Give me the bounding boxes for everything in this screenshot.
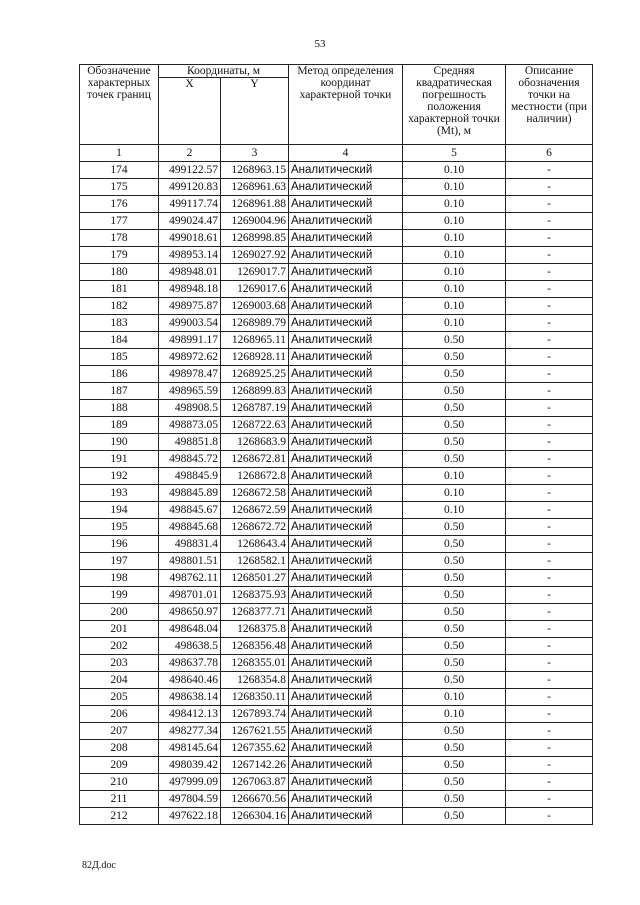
- point-number: 179: [80, 247, 159, 264]
- table-row: [80, 179, 593, 196]
- description-cell: -: [506, 689, 593, 706]
- point-number: 199: [80, 587, 159, 604]
- coordinate-x: 498975.87: [159, 298, 221, 315]
- error-cell: 0.50: [403, 587, 506, 604]
- table-row: [80, 451, 593, 468]
- coordinate-x: 497804.59: [159, 791, 221, 808]
- coordinate-y: 1268925.25: [221, 366, 289, 383]
- method-cell: Аналитический: [289, 519, 403, 536]
- method-cell: Аналитический: [289, 383, 403, 400]
- coordinate-x: 498948.01: [159, 264, 221, 281]
- method-cell: Аналитический: [289, 706, 403, 723]
- description-cell: -: [506, 740, 593, 757]
- point-number: 191: [80, 451, 159, 468]
- method-cell: Аналитический: [289, 179, 403, 196]
- error-cell: 0.50: [403, 774, 506, 791]
- table-row: [80, 553, 593, 570]
- description-cell: -: [506, 774, 593, 791]
- description-cell: -: [506, 502, 593, 519]
- error-cell: 0.10: [403, 468, 506, 485]
- coordinate-y: 1268672.58: [221, 485, 289, 502]
- method-cell: Аналитический: [289, 808, 403, 825]
- description-cell: -: [506, 587, 593, 604]
- coordinate-y: 1268722.63: [221, 417, 289, 434]
- error-cell: 0.10: [403, 213, 506, 230]
- table-row: [80, 706, 593, 723]
- point-number: 209: [80, 757, 159, 774]
- coordinate-y: 1266304.16: [221, 808, 289, 825]
- coordinate-y: 1268928.11: [221, 349, 289, 366]
- error-cell: 0.50: [403, 553, 506, 570]
- point-number: 211: [80, 791, 159, 808]
- error-cell: 0.10: [403, 502, 506, 519]
- table-row: [80, 791, 593, 808]
- method-cell: Аналитический: [289, 655, 403, 672]
- point-number: 198: [80, 570, 159, 587]
- method-cell: Аналитический: [289, 230, 403, 247]
- table-row: [80, 247, 593, 264]
- point-number: 204: [80, 672, 159, 689]
- method-cell: Аналитический: [289, 791, 403, 808]
- coordinate-x: 498831.4: [159, 536, 221, 553]
- coordinate-y: 1267355.62: [221, 740, 289, 757]
- point-number: 180: [80, 264, 159, 281]
- coordinate-x: 498873.05: [159, 417, 221, 434]
- table-row: [80, 468, 593, 485]
- error-cell: 0.50: [403, 451, 506, 468]
- table-row: [80, 434, 593, 451]
- description-cell: -: [506, 196, 593, 213]
- page-number: 53: [314, 38, 326, 50]
- header-designation: Обозначение характерных точек границ: [80, 65, 159, 145]
- coordinate-y: 1266670.56: [221, 791, 289, 808]
- coordinate-x: 498845.9: [159, 468, 221, 485]
- method-cell: Аналитический: [289, 587, 403, 604]
- method-cell: Аналитический: [289, 298, 403, 315]
- point-number: 186: [80, 366, 159, 383]
- coordinate-x: 498640.46: [159, 672, 221, 689]
- point-number: 203: [80, 655, 159, 672]
- error-cell: 0.50: [403, 434, 506, 451]
- coordinate-y: 1268672.8: [221, 468, 289, 485]
- point-number: 193: [80, 485, 159, 502]
- description-cell: -: [506, 230, 593, 247]
- coordinate-y: 1268672.59: [221, 502, 289, 519]
- point-number: 188: [80, 400, 159, 417]
- table-row: [80, 196, 593, 213]
- table-row: [80, 315, 593, 332]
- coordinate-y: 1268350.11: [221, 689, 289, 706]
- column-number: 2: [159, 145, 221, 162]
- header-x: X: [159, 78, 221, 145]
- error-cell: 0.50: [403, 638, 506, 655]
- table-row: [80, 230, 593, 247]
- table-row: [80, 808, 593, 825]
- coordinate-x: 498978.47: [159, 366, 221, 383]
- point-number: 207: [80, 723, 159, 740]
- method-cell: Аналитический: [289, 485, 403, 502]
- error-cell: 0.10: [403, 247, 506, 264]
- description-cell: -: [506, 553, 593, 570]
- error-cell: 0.50: [403, 570, 506, 587]
- table-row: [80, 774, 593, 791]
- coordinate-y: 1268582.1: [221, 553, 289, 570]
- method-cell: Аналитический: [289, 213, 403, 230]
- column-number: 5: [403, 145, 506, 162]
- point-number: 208: [80, 740, 159, 757]
- coordinate-x: 498845.72: [159, 451, 221, 468]
- description-cell: -: [506, 621, 593, 638]
- description-cell: -: [506, 349, 593, 366]
- table-row: [80, 281, 593, 298]
- table-row: [80, 757, 593, 774]
- description-cell: -: [506, 434, 593, 451]
- header-y: Y: [221, 78, 289, 145]
- method-cell: Аналитический: [289, 774, 403, 791]
- table-row: [80, 570, 593, 587]
- header-error: Средняя квадратическая погрешность положения характерной точки (Mt), м: [403, 65, 506, 145]
- error-cell: 0.50: [403, 655, 506, 672]
- coordinate-y: 1268899.83: [221, 383, 289, 400]
- coordinate-x: 498039.42: [159, 757, 221, 774]
- description-cell: -: [506, 468, 593, 485]
- coordinate-x: 499003.54: [159, 315, 221, 332]
- coordinate-x: 499024.47: [159, 213, 221, 230]
- error-cell: 0.50: [403, 723, 506, 740]
- error-cell: 0.50: [403, 417, 506, 434]
- point-number: 210: [80, 774, 159, 791]
- column-number-row: [80, 145, 593, 162]
- error-cell: 0.50: [403, 332, 506, 349]
- point-number: 197: [80, 553, 159, 570]
- method-cell: Аналитический: [289, 247, 403, 264]
- description-cell: -: [506, 417, 593, 434]
- description-cell: -: [506, 638, 593, 655]
- method-cell: Аналитический: [289, 434, 403, 451]
- method-cell: Аналитический: [289, 315, 403, 332]
- method-cell: Аналитический: [289, 162, 403, 179]
- error-cell: 0.50: [403, 757, 506, 774]
- method-cell: Аналитический: [289, 757, 403, 774]
- description-cell: -: [506, 179, 593, 196]
- description-cell: -: [506, 383, 593, 400]
- error-cell: 0.10: [403, 485, 506, 502]
- error-cell: 0.50: [403, 536, 506, 553]
- error-cell: 0.50: [403, 383, 506, 400]
- table-row: [80, 400, 593, 417]
- table-row: [80, 536, 593, 553]
- point-number: 190: [80, 434, 159, 451]
- coordinate-x: 498145.64: [159, 740, 221, 757]
- method-cell: Аналитический: [289, 468, 403, 485]
- coordinate-y: 1268377.71: [221, 604, 289, 621]
- table-row: [80, 298, 593, 315]
- coordinate-y: 1267063.87: [221, 774, 289, 791]
- point-number: 201: [80, 621, 159, 638]
- point-number: 206: [80, 706, 159, 723]
- description-cell: -: [506, 400, 593, 417]
- description-cell: -: [506, 332, 593, 349]
- method-cell: Аналитический: [289, 553, 403, 570]
- point-number: 176: [80, 196, 159, 213]
- point-number: 205: [80, 689, 159, 706]
- table-row: [80, 689, 593, 706]
- description-cell: -: [506, 366, 593, 383]
- error-cell: 0.50: [403, 400, 506, 417]
- coordinate-x: 499018.61: [159, 230, 221, 247]
- coordinate-x: 498277.34: [159, 723, 221, 740]
- coordinate-y: 1268672.81: [221, 451, 289, 468]
- error-cell: 0.50: [403, 366, 506, 383]
- coordinate-y: 1267621.55: [221, 723, 289, 740]
- error-cell: 0.50: [403, 349, 506, 366]
- error-cell: 0.10: [403, 162, 506, 179]
- coordinate-x: 498638.5: [159, 638, 221, 655]
- coordinate-y: 1268375.8: [221, 621, 289, 638]
- method-cell: Аналитический: [289, 672, 403, 689]
- coordinate-y: 1268354.8: [221, 672, 289, 689]
- description-cell: -: [506, 655, 593, 672]
- coordinate-x: 498845.89: [159, 485, 221, 502]
- coordinate-y: 1268965.11: [221, 332, 289, 349]
- header-coordinates: Координаты, м: [159, 65, 289, 78]
- table-row: [80, 672, 593, 689]
- column-number: 6: [506, 145, 593, 162]
- coordinate-y: 1268355.01: [221, 655, 289, 672]
- error-cell: 0.50: [403, 604, 506, 621]
- description-cell: -: [506, 315, 593, 332]
- table-row: [80, 723, 593, 740]
- point-number: 196: [80, 536, 159, 553]
- description-cell: -: [506, 485, 593, 502]
- method-cell: Аналитический: [289, 604, 403, 621]
- table-row: [80, 638, 593, 655]
- point-number: 183: [80, 315, 159, 332]
- coordinate-y: 1268683.9: [221, 434, 289, 451]
- error-cell: 0.50: [403, 621, 506, 638]
- point-number: 212: [80, 808, 159, 825]
- description-cell: -: [506, 808, 593, 825]
- method-cell: Аналитический: [289, 740, 403, 757]
- description-cell: -: [506, 213, 593, 230]
- point-number: 184: [80, 332, 159, 349]
- coordinate-x: 498701.01: [159, 587, 221, 604]
- description-cell: -: [506, 162, 593, 179]
- column-number: 1: [80, 145, 159, 162]
- point-number: 185: [80, 349, 159, 366]
- coordinate-x: 498801.51: [159, 553, 221, 570]
- coordinate-x: 498948.18: [159, 281, 221, 298]
- point-number: 175: [80, 179, 159, 196]
- method-cell: Аналитический: [289, 281, 403, 298]
- coordinate-y: 1268672.72: [221, 519, 289, 536]
- header-method: Метод определения координат характерной точки: [289, 65, 403, 145]
- error-cell: 0.10: [403, 264, 506, 281]
- error-cell: 0.10: [403, 689, 506, 706]
- table-row: [80, 485, 593, 502]
- coordinate-y: 1268787.19: [221, 400, 289, 417]
- table-row: [80, 587, 593, 604]
- method-cell: Аналитический: [289, 689, 403, 706]
- method-cell: Аналитический: [289, 621, 403, 638]
- description-cell: -: [506, 791, 593, 808]
- point-number: 182: [80, 298, 159, 315]
- table-row: [80, 621, 593, 638]
- coordinate-y: 1269017.6: [221, 281, 289, 298]
- method-cell: Аналитический: [289, 332, 403, 349]
- description-cell: -: [506, 672, 593, 689]
- table-row: [80, 366, 593, 383]
- coordinate-y: 1268963.15: [221, 162, 289, 179]
- table-row: [80, 604, 593, 621]
- error-cell: 0.50: [403, 808, 506, 825]
- coordinate-y: 1269003.68: [221, 298, 289, 315]
- coordinate-y: 1267893.74: [221, 706, 289, 723]
- method-cell: Аналитический: [289, 349, 403, 366]
- coordinate-y: 1268356.48: [221, 638, 289, 655]
- error-cell: 0.50: [403, 672, 506, 689]
- table-row: [80, 349, 593, 366]
- table-row: [80, 332, 593, 349]
- point-number: 178: [80, 230, 159, 247]
- method-cell: Аналитический: [289, 536, 403, 553]
- coordinates-table: [79, 64, 593, 825]
- error-cell: 0.10: [403, 196, 506, 213]
- error-cell: 0.50: [403, 791, 506, 808]
- error-cell: 0.10: [403, 230, 506, 247]
- table-row: [80, 655, 593, 672]
- coordinate-y: 1269027.92: [221, 247, 289, 264]
- table-row: [80, 383, 593, 400]
- coordinate-x: 499117.74: [159, 196, 221, 213]
- coordinate-x: 498412.13: [159, 706, 221, 723]
- column-number: 4: [289, 145, 403, 162]
- point-number: 192: [80, 468, 159, 485]
- coordinate-x: 498650.97: [159, 604, 221, 621]
- table-row: [80, 213, 593, 230]
- coordinate-x: 497999.09: [159, 774, 221, 791]
- method-cell: Аналитический: [289, 723, 403, 740]
- table-row: [80, 519, 593, 536]
- description-cell: -: [506, 264, 593, 281]
- point-number: 194: [80, 502, 159, 519]
- coordinate-x: 498762.11: [159, 570, 221, 587]
- coordinate-x: 498908.5: [159, 400, 221, 417]
- error-cell: 0.10: [403, 281, 506, 298]
- method-cell: Аналитический: [289, 570, 403, 587]
- coordinate-y: 1267142.26: [221, 757, 289, 774]
- error-cell: 0.50: [403, 740, 506, 757]
- error-cell: 0.50: [403, 519, 506, 536]
- method-cell: Аналитический: [289, 264, 403, 281]
- coordinate-y: 1268643.4: [221, 536, 289, 553]
- description-cell: -: [506, 706, 593, 723]
- method-cell: Аналитический: [289, 196, 403, 213]
- coordinate-y: 1269004.96: [221, 213, 289, 230]
- point-number: 181: [80, 281, 159, 298]
- coordinate-y: 1268998.85: [221, 230, 289, 247]
- method-cell: Аналитический: [289, 400, 403, 417]
- error-cell: 0.10: [403, 315, 506, 332]
- coordinate-x: 497622.18: [159, 808, 221, 825]
- point-number: 187: [80, 383, 159, 400]
- coordinate-x: 498845.67: [159, 502, 221, 519]
- coordinate-x: 498953.14: [159, 247, 221, 264]
- point-number: 200: [80, 604, 159, 621]
- description-cell: -: [506, 451, 593, 468]
- coordinate-y: 1268961.88: [221, 196, 289, 213]
- description-cell: -: [506, 281, 593, 298]
- coordinate-x: 498637.78: [159, 655, 221, 672]
- table-row: [80, 417, 593, 434]
- method-cell: Аналитический: [289, 451, 403, 468]
- point-number: 174: [80, 162, 159, 179]
- footer-filename: 82Д.doc: [82, 860, 116, 871]
- coordinate-x: 498851.8: [159, 434, 221, 451]
- description-cell: -: [506, 723, 593, 740]
- error-cell: 0.10: [403, 706, 506, 723]
- description-cell: -: [506, 298, 593, 315]
- point-number: 202: [80, 638, 159, 655]
- coordinate-x: 498965.59: [159, 383, 221, 400]
- table-row: [80, 264, 593, 281]
- description-cell: -: [506, 570, 593, 587]
- table-row: [80, 740, 593, 757]
- coordinate-x: 498972.62: [159, 349, 221, 366]
- method-cell: Аналитический: [289, 417, 403, 434]
- point-number: 177: [80, 213, 159, 230]
- description-cell: -: [506, 536, 593, 553]
- coordinate-x: 498991.17: [159, 332, 221, 349]
- coordinate-x: 498845.68: [159, 519, 221, 536]
- point-number: 195: [80, 519, 159, 536]
- table-row: [80, 502, 593, 519]
- error-cell: 0.10: [403, 179, 506, 196]
- column-number: 3: [221, 145, 289, 162]
- method-cell: Аналитический: [289, 502, 403, 519]
- coordinate-y: 1268501.27: [221, 570, 289, 587]
- coordinate-x: 499122.57: [159, 162, 221, 179]
- description-cell: -: [506, 247, 593, 264]
- method-cell: Аналитический: [289, 638, 403, 655]
- table-body: [80, 145, 593, 825]
- coordinate-y: 1268989.79: [221, 315, 289, 332]
- coordinate-y: 1268375.93: [221, 587, 289, 604]
- coordinate-y: 1269017.7: [221, 264, 289, 281]
- method-cell: Аналитический: [289, 366, 403, 383]
- header-description: Описание обозначения точки на местности (при наличии): [506, 65, 593, 145]
- coordinate-x: 498648.04: [159, 621, 221, 638]
- description-cell: -: [506, 604, 593, 621]
- description-cell: -: [506, 757, 593, 774]
- error-cell: 0.10: [403, 298, 506, 315]
- table-row: [80, 162, 593, 179]
- coordinate-y: 1268961.63: [221, 179, 289, 196]
- coordinate-x: 499120.83: [159, 179, 221, 196]
- point-number: 189: [80, 417, 159, 434]
- description-cell: -: [506, 519, 593, 536]
- coordinate-x: 498638.14: [159, 689, 221, 706]
